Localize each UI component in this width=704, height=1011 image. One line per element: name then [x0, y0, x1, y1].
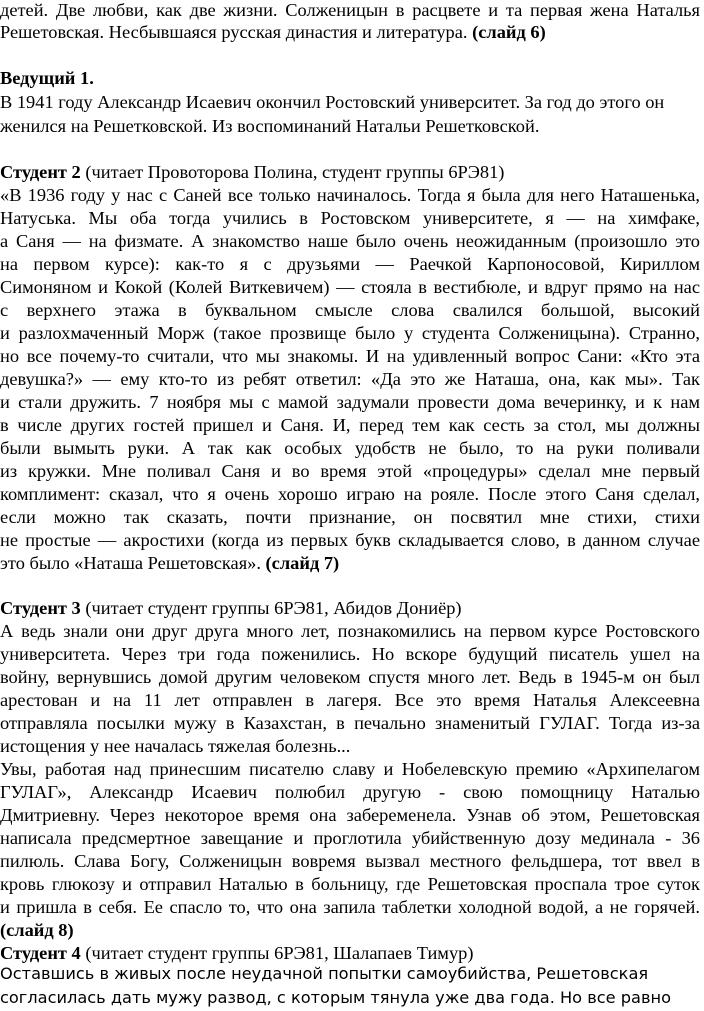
student-4-name: Студент 4 — [0, 943, 81, 963]
student-3-heading — [0, 597, 700, 619]
student-3-line: и пришла в себя. Ее спасло то, что она запила таблетки холодной водой, а не горячей. — [0, 897, 700, 917]
student-2-line: если можно так сказать, почти признание, он посвятил мне стихи, стихи — [0, 507, 700, 527]
student-3-line: Увы, работая над принесшим писателю славу и Нобелевскую премию «Архипелагом — [0, 759, 700, 779]
student-4-line-2: согласилась дать мужу развод, с которым тянула уже два года. Но все равно — [0, 988, 671, 1007]
student-2-line: Симоняном и Кокой (Колей Виткевичем) — стояла в вестибюле, и вдруг прямо на нас — [0, 277, 700, 297]
student-2-line: не простые — акростихи (когда из первых букв складывается слово, в данном случае — [0, 530, 700, 550]
student-2-line: из кружки. Мне поливал Саня и во время этой «процедуры» сделал мне первый — [0, 461, 700, 481]
student-2-line: с верхнего этажа в буквальном смысле слова свалился большой, высокий — [0, 300, 700, 320]
student-3-line: ГУЛАГ», Александр Исаевич полюбил другую - свою помощницу Наталью — [0, 782, 700, 802]
student-4-heading — [0, 942, 700, 964]
student-2-name: Студент 2 — [0, 162, 81, 182]
student-2-last-line — [0, 552, 700, 574]
intro-line-2 — [0, 21, 700, 43]
student-2-line: а Саня — на физмате. А знакомство наше было очень неожиданным (произошло это — [0, 231, 700, 251]
student-3-line-6: истощения у нее началась тяжелая болезнь... — [0, 736, 351, 756]
student-2-last-text: это было «Наташа Решетовская». — [0, 553, 266, 573]
student-2-line: комплимент: сказал, что я очень хорошо играю на рояле. После этого Саня сделал, — [0, 484, 700, 504]
slide-6-marker: (слайд 6) — [472, 22, 546, 42]
student-2-line: в числе других гостей пришел и Саня. И, перед тем как сесть за стол, мы должны — [0, 415, 700, 435]
student-2-line: «В 1936 году у нас с Саней все только начиналось. Тогда я была для него Наташенька, — [0, 185, 700, 205]
slide-8-marker: (слайд 8) — [0, 920, 74, 940]
student-3-line: написала предсмертное завещание и проглотила убийственную дозу мединала - 36 — [0, 828, 700, 848]
student-4-line-1: Оставшись в живых после неудачной попытки самоубийства, Решетовская — [0, 964, 649, 983]
student-2-line: на первом курсе): как-то я с друзьями — Раечкой Карпоносовой, Кириллом — [0, 254, 700, 274]
student-3-line: отправляла посылки мужу в Казахстан, в печально знаменитый ГУЛАГ. Тогда из-за — [0, 713, 700, 733]
host-heading: Ведущий 1. — [0, 68, 94, 88]
student-4-reader: (читает студент группы 6РЭ81, Шалапаев Тимур) — [80, 943, 474, 963]
intro-text: Решетовская. Несбывшаяся русская династия и литература. — [0, 22, 468, 42]
slide-7-marker: (слайд 7) — [265, 553, 340, 573]
host-line-2: женился на Решетковской. Из воспоминаний Натальи Решетковской. — [0, 116, 540, 136]
student-2-line: и разлохмаченный Морж (такое прозвище было у студента Солженицына). Странно, — [0, 323, 700, 343]
student-2-line: но все почему-то считали, что мы знакомы. И на удивленный вопрос Сани: «Кто эта — [0, 346, 700, 366]
student-3-line: пилюль. Слава Богу, Солженицын вовремя вызвал местного фельдшера, тот ввел в — [0, 851, 700, 871]
student-3-name: Студент 3 — [0, 598, 81, 618]
student-3-line: арестован и на 11 лет отправлен в лагеря. Все это время Наталья Алексеевна — [0, 690, 700, 710]
student-3-line: университета. Через три года поженились. Но вскоре будущий писатель ушел на — [0, 644, 700, 664]
student-2-line: девушка?» — ему кто-то из ребят ответил: «Да это же Наташа, она, как мы». Так — [0, 369, 700, 389]
student-3-line: войну, вернувшись домой другим человеком спустя много лет. Ведь в 1945-м он был — [0, 667, 700, 687]
student-3-reader: (читает студент группы 6РЭ81, Абидов Дониёр) — [80, 598, 462, 618]
student-2-line: и стали дружить. 7 ноября мы с мамой задумали провести дома вечеринку, и к нам — [0, 392, 700, 412]
student-3-line: кровь глюкозу и отправил Наталью в больницу, где Решетовская проспала трое суток — [0, 874, 700, 894]
student-2-line: Натуська. Мы оба тогда учились в Ростовском университете, я — на химфаке, — [0, 208, 700, 228]
intro-line-1: детей. Две любви, как две жизни. Солженицын в расцвете и та первая жена Наталья — [0, 0, 700, 20]
student-2-heading — [0, 161, 700, 183]
student-2-reader: (читает Провоторова Полина, студент группы 6РЭ81) — [80, 162, 505, 182]
student-3-line: Дмитриевну. Через некоторое время она забеременела. Узнав об этом, Решетовская — [0, 805, 700, 825]
host-line-1: В 1941 году Александр Исаевич окончил Ростовский университет. За год до этого он — [0, 92, 665, 112]
student-3-line: А ведь знали они друг друга много лет, познакомились на первом курсе Ростовского — [0, 621, 700, 641]
student-2-line: были вымыть руки. А так как особых удобств не было, то на руки поливали — [0, 438, 700, 458]
